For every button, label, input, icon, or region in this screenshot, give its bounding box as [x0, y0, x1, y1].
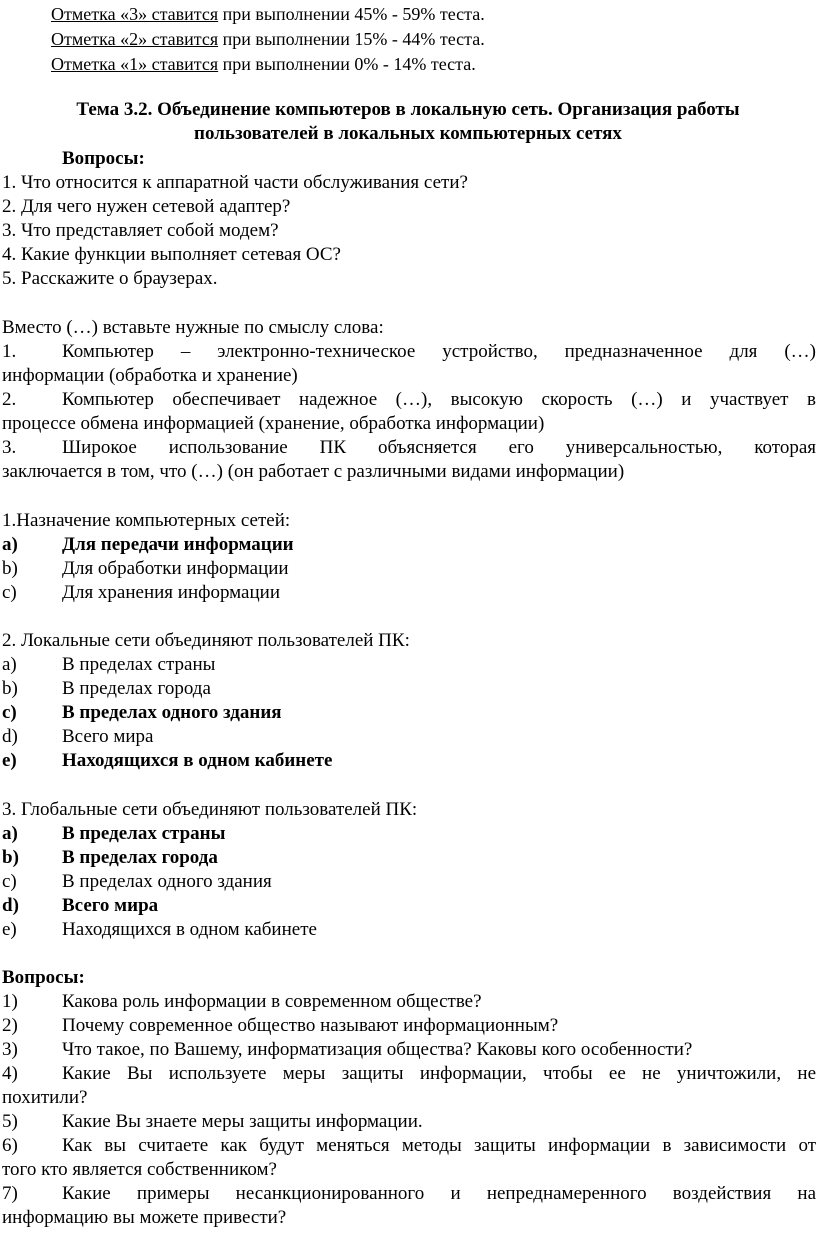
option-label: a) — [2, 823, 18, 844]
fill-item-line1: Компьютер – электронно-техническое устройство, предназначенное для (…) — [62, 341, 816, 362]
grade-mark: Отметка «3» ставится — [51, 4, 219, 24]
question-item: 4. Какие функции выполняет сетевая ОС? — [2, 244, 341, 265]
grade-mark: Отметка «2» ставится — [51, 29, 219, 49]
final-item-continuation: того кто является собственником? — [2, 1159, 277, 1180]
topic-title-line2: пользователей в локальных компьютерных сетях — [194, 123, 622, 144]
fill-item-line2: информации (обработка и хранение) — [2, 365, 298, 386]
option-label: b) — [2, 678, 18, 699]
option-label: c) — [2, 582, 17, 603]
topic-title-line1: Тема 3.2. Объединение компьютеров в локальную сеть. Организация работы — [76, 99, 740, 120]
question-item: 1. Что относится к аппаратной части обслуживания сети? — [2, 172, 468, 193]
final-item-number: 6) — [2, 1135, 18, 1156]
option-label: c) — [2, 871, 17, 892]
final-item-number: 4) — [2, 1063, 18, 1084]
grade-line — [51, 52, 476, 76]
final-item-text: Почему современное общество называют информационным? — [62, 1015, 559, 1036]
grade-rest: при выполнении 15% - 44% теста. — [218, 29, 485, 49]
option-text-correct: Всего мира — [62, 895, 159, 916]
option-label: e) — [2, 919, 17, 940]
option-label: a) — [2, 654, 17, 675]
final-item-number: 7) — [2, 1183, 18, 1204]
grade-line — [51, 27, 485, 51]
option-label: b) — [2, 847, 19, 868]
final-item-text: Какие примеры несанкционированного и непреднамеренного воздействия на — [62, 1183, 816, 1204]
option-text: Для обработки информации — [62, 558, 289, 579]
final-item-number: 1) — [2, 991, 18, 1012]
fill-item-number: 2. — [2, 389, 17, 410]
option-label: a) — [2, 534, 18, 555]
final-item-text: Какие Вы используете меры защиты информации, чтобы ее не уничтожили, не — [62, 1063, 816, 1084]
option-text-correct: В пределах одного здания — [62, 702, 282, 723]
grade-rest: при выполнении 45% - 59% теста. — [218, 4, 485, 24]
test-question: 1.Назначение компьютерных сетей: — [2, 510, 291, 531]
option-text: В пределах города — [62, 678, 211, 699]
final-item-continuation: похитили? — [2, 1087, 88, 1108]
fill-item-line1: Широкое использование ПК объясняется его универсальностью, которая — [62, 437, 816, 458]
final-questions-heading: Вопросы: — [2, 967, 85, 988]
final-item-number: 5) — [2, 1111, 18, 1132]
final-item-number: 3) — [2, 1039, 18, 1060]
test-question: 3. Глобальные сети объединяют пользователей ПК: — [2, 799, 418, 820]
fill-item-line2: заключается в том, что (…) (он работает с различными видами информации) — [2, 461, 625, 482]
fill-item-number: 3. — [2, 437, 17, 458]
option-label: d) — [2, 895, 19, 916]
grade-line — [51, 2, 485, 26]
fill-item-line2: процессе обмена информацией (хранение, обработка информации) — [2, 413, 545, 434]
option-text: Для хранения информации — [62, 582, 280, 603]
grade-mark: Отметка «1» ставится — [51, 54, 219, 74]
final-item-text: Какие Вы знаете меры защиты информации. — [62, 1111, 423, 1132]
option-text-correct: Для передачи информации — [62, 534, 294, 555]
fill-item-number: 1. — [2, 341, 17, 362]
option-label: e) — [2, 750, 17, 771]
option-label: b) — [2, 558, 18, 579]
option-label: d) — [2, 726, 18, 747]
test-question: 2. Локальные сети объединяют пользователей ПК: — [2, 630, 410, 651]
question-item: 3. Что представляет собой модем? — [2, 220, 279, 241]
fill-intro: Вместо (…) вставьте нужные по смыслу слова: — [2, 317, 384, 338]
grade-rest: при выполнении 0% - 14% теста. — [218, 54, 476, 74]
option-text-correct: В пределах города — [62, 847, 218, 868]
question-item: 2. Для чего нужен сетевой адаптер? — [2, 196, 291, 217]
option-text: Всего мира — [62, 726, 154, 747]
final-item-number: 2) — [2, 1015, 18, 1036]
final-item-text: Что такое, по Вашему, информатизация общества? Каковы кого особенности? — [62, 1039, 693, 1060]
option-label: c) — [2, 702, 17, 723]
questions-heading: Вопросы: — [62, 148, 145, 169]
final-item-text: Как вы считаете как будут меняться методы защиты информации в зависимости от — [62, 1135, 816, 1156]
option-text: В пределах страны — [62, 654, 216, 675]
fill-item-line1: Компьютер обеспечивает надежное (…), высокую скорость (…) и участвует в — [62, 389, 816, 410]
option-text: Находящихся в одном кабинете — [62, 919, 317, 940]
question-item: 5. Расскажите о браузерах. — [2, 268, 218, 289]
option-text-correct: Находящихся в одном кабинете — [62, 750, 333, 771]
final-item-text: Какова роль информации в современном обществе? — [62, 991, 482, 1012]
final-item-continuation: информацию вы можете привести? — [2, 1207, 287, 1228]
option-text: В пределах одного здания — [62, 871, 272, 892]
option-text-correct: В пределах страны — [62, 823, 226, 844]
